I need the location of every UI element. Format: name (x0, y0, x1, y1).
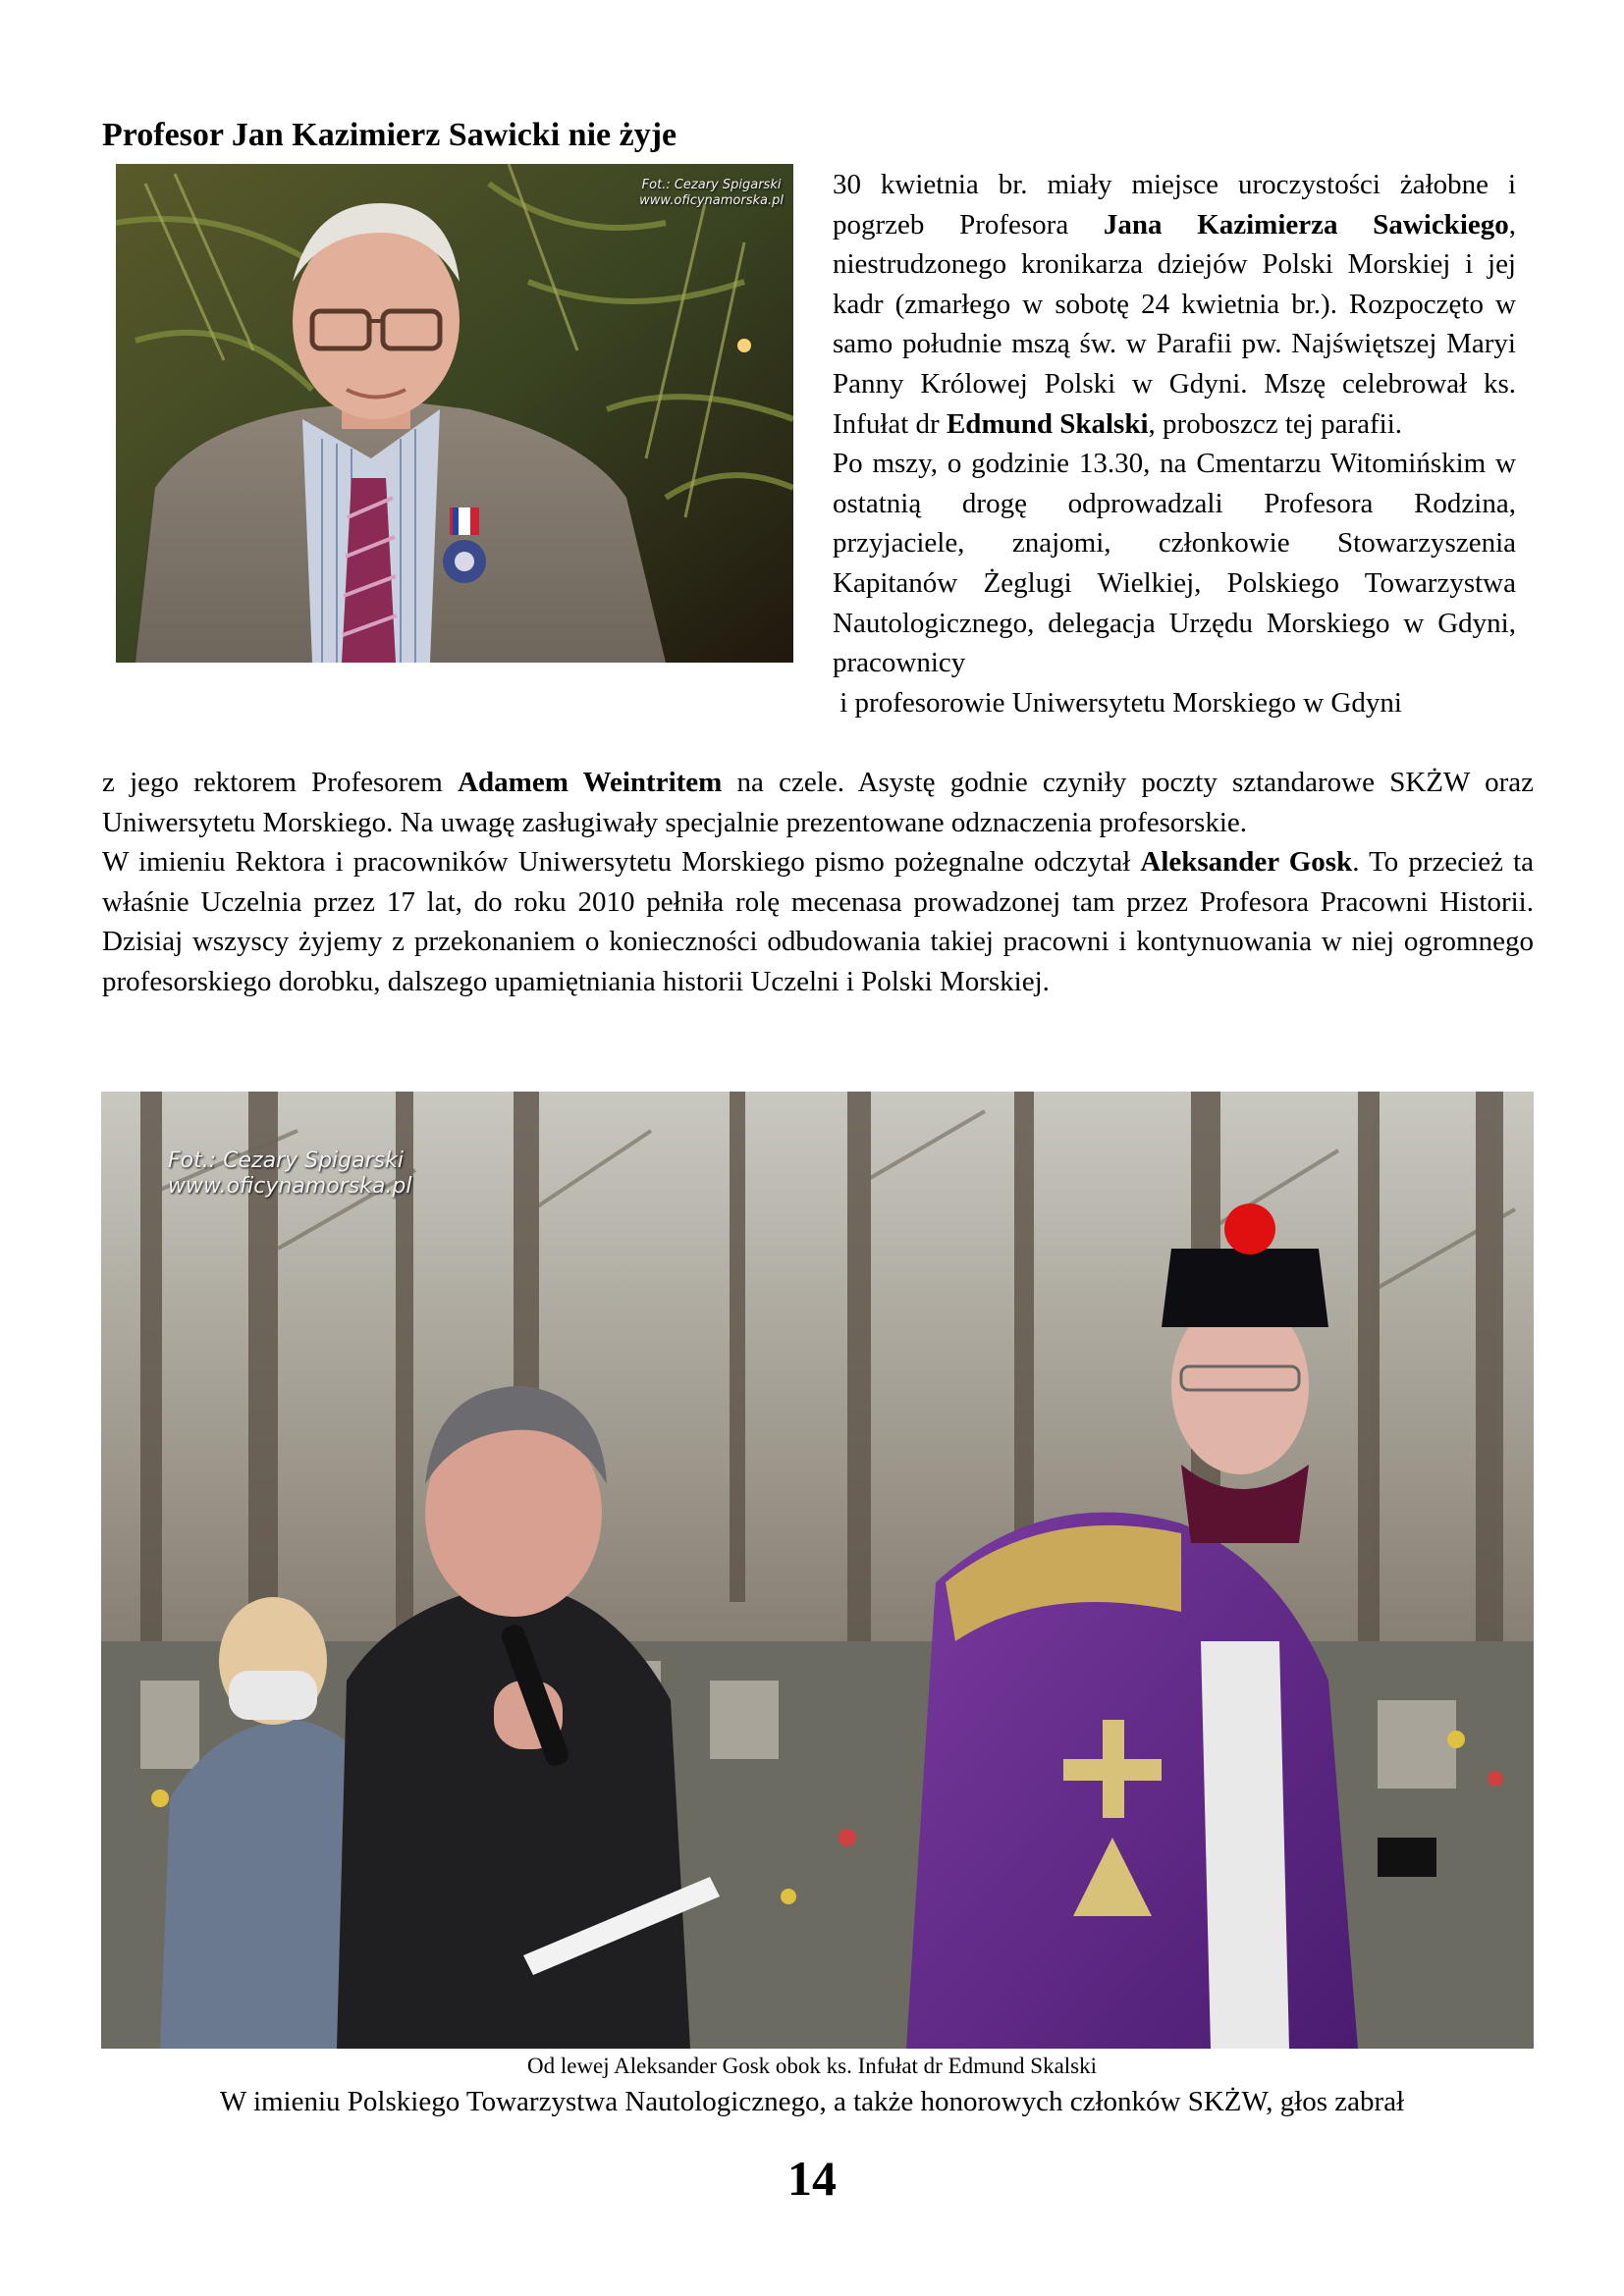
text-run: W imieniu Rektora i pracowników Uniwersytetu Morskiego pismo pożegnalne odczytał (102, 846, 1141, 879)
article-body-text (102, 763, 1534, 1002)
watermark-credit: Fot.: Cezary Spigarski (641, 178, 782, 192)
text-run: z jego rektorem Profesorem (102, 767, 459, 798)
bold-name: Adamem Weintritem (458, 767, 723, 798)
article-title: Profesor Jan Kazimierz Sawicki nie żyje (102, 117, 677, 153)
text-run: na czele. Asystę godnie czyniły poczty sztandarowe SKŻW oraz Uniwersytetu Morskiego. Na uwagę zasługiwały specjalnie prezentowane odznaczenia profesorskie. (102, 767, 1534, 838)
text-run: i profesorowie Uniwersytetu Morskiego w Gdyni (833, 686, 1402, 719)
ceremony-photo-watermark (168, 1148, 411, 1201)
photo-caption: Od lewej Aleksander Gosk obok ks. Infułat dr Edmund Skalski (526, 2054, 1098, 2078)
ceremony-photo-image (101, 1092, 1534, 2049)
bold-name: Jana Kazimierza Sawickiego (1103, 208, 1509, 240)
body-paragraph-2 (102, 842, 1534, 1001)
bold-name: Aleksander Gosk (1140, 846, 1353, 879)
portrait-photo-watermark (639, 178, 784, 208)
column-paragraph-2-last-line (833, 683, 1516, 723)
text-run: , proboszcz tej parafii. (1148, 407, 1402, 440)
watermark-url: www.oficynamorska.pl (639, 192, 784, 208)
ceremony-photo (101, 1092, 1534, 2049)
text-run: , niestrudzonego kronikarza dziejów Polski Morskiej i jej kadr (zmarłego w sobotę 24 kwietnia br.). Rozpoczęto w samo południe mszą św. w Parafii pw. Najświętszej Maryi Panny Królowej Polski w Gdyni. Mszę celebrował ks. Infułat dr (833, 208, 1516, 440)
portrait-photo-image (116, 164, 793, 663)
watermark-url: www.oficynamorska.pl (168, 1174, 412, 1200)
article-column-text (833, 165, 1516, 722)
page-number: 14 (787, 2151, 837, 2206)
text-run: 30 kwietnia br. miały miejsce uroczystości żałobne i pogrzeb Profesora (833, 169, 1516, 240)
watermark-credit: Fot.: Cezary Spigarski (168, 1148, 404, 1173)
portrait-photo (116, 164, 793, 663)
column-paragraph-1 (833, 165, 1516, 444)
trailing-paragraph: W imieniu Polskiego Towarzystwa Nautologicznego, a także honorowych członków SKŻW, głos zabrał (219, 2086, 1405, 2117)
column-paragraph-2 (833, 444, 1516, 683)
text-run: Po mszy, o godzinie 13.30, na Cmentarzu Witomińskim w ostatnią drogę odprowadzali Profesora Rodzina, przyjaciele, znajomi, członkowie Stowarzyszenia Kapitanów Żeglugi Wielkiej, Polskiego Towarzystwa Nautologicznego, delegacja Urzędu Morskiego w Gdyni, pracownicy (833, 448, 1516, 679)
body-paragraph-1 (102, 763, 1534, 842)
bold-name: Edmund Skalski (946, 407, 1149, 440)
text-run: . To przecież ta właśnie Uczelnia przez 17 lat, do roku 2010 pełniła rolę mecenasa prowadzonej tam przez Profesora Pracowni Historii. Dzisiaj wszyscy żyjemy z przekonaniem o konieczności odbudowania takiej pracowni i kontynuowania w niej ogromnego profesorskiego dorobku, dalszego upamiętniania historii Uczelni i Polski Morskiej. (102, 846, 1534, 997)
